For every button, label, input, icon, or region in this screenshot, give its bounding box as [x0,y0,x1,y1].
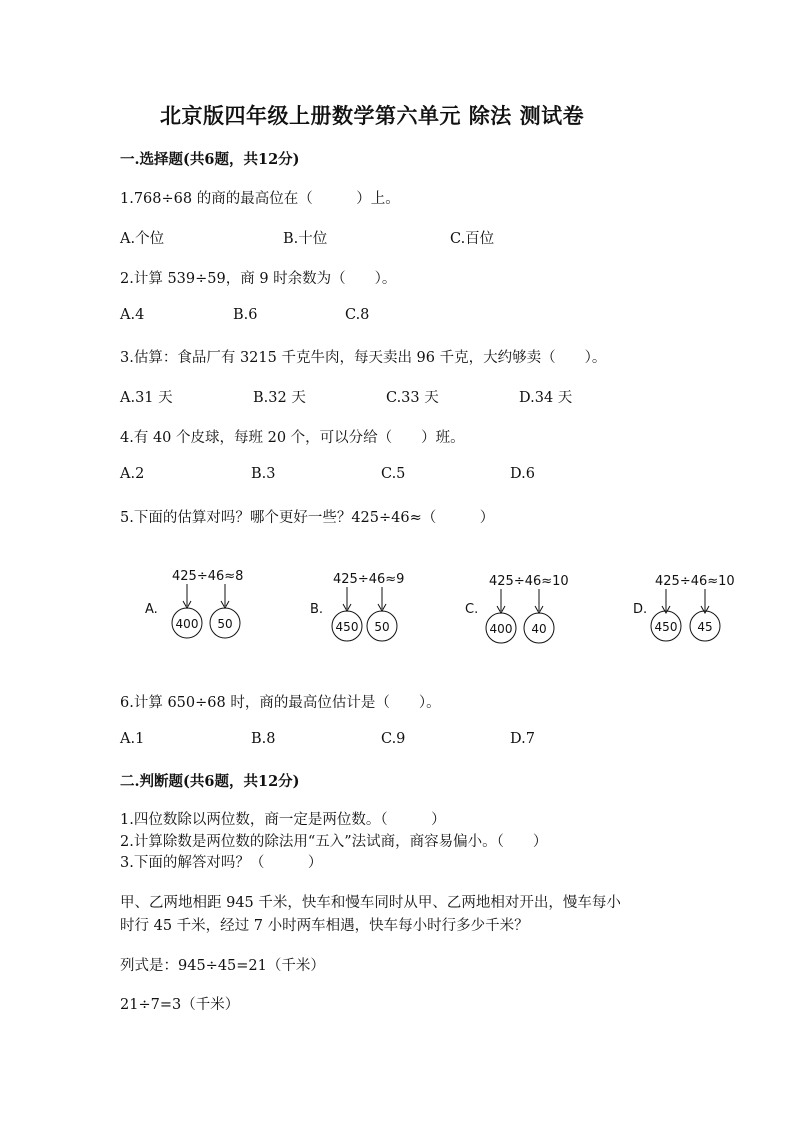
question-4: 4.有 40 个皮球，每班 20 个，可以分给（ ）班。 [120,430,465,446]
q2-option-a: A.4 [120,307,145,323]
solution-line-1: 列式是：945÷45=21（千米） [120,958,325,974]
q1-option-a: A.个位 [120,231,165,247]
word-problem-line-1: 甲、乙两地相距 945 千米，快车和慢车同时从甲、乙两地相对开出，慢车每小 [120,895,621,911]
judgment-item-3: 3.下面的解答对吗？（ ） [120,855,323,871]
rounded-divisor: 50 [217,617,233,631]
judgment-item-1: 1.四位数除以两位数，商一定是两位数。（ ） [120,812,446,828]
question-6: 6.计算 650÷68 时，商的最高位估计是（ ）。 [120,695,441,711]
question-1: 1.768÷68 的商的最高位在（ ）上。 [120,191,400,207]
q4-option-c: C.5 [381,466,406,482]
q1-option-b: B.十位 [283,231,328,247]
page-title: 北京版四年级上册数学第六单元 除法 测试卷 [160,103,585,128]
estimate-expression: 425÷46≈10 [655,574,735,589]
q6-option-a: A.1 [120,731,145,747]
figure-option-label: D. [633,602,648,617]
q3-option-d: D.34 天 [519,390,573,406]
judgment-item-2: 2.计算除数是两位数的除法用“五入”法试商，商容易偏小。（ ） [120,834,548,850]
q6-option-b: B.8 [251,731,276,747]
estimate-expression: 425÷46≈9 [333,572,405,587]
estimate-expression: 425÷46≈10 [489,574,569,589]
rounded-dividend: 450 [654,620,678,634]
question-2: 2.计算 539÷59，商 9 时余数为（ ）。 [120,271,397,287]
q6-option-d: D.7 [510,731,535,747]
q3-option-c: C.33 天 [386,390,439,406]
q5-figure-b [310,568,440,648]
q1-option-c: C.百位 [450,231,495,247]
q4-option-d: D.6 [510,466,535,482]
question-5: 5.下面的估算对吗？哪个更好一些？425÷46≈（ ） [120,510,495,526]
rounded-dividend: 400 [175,617,199,631]
q5-figure-d [633,568,773,648]
section-heading-judgment: 二.判断题(共6题，共12分) [120,773,300,790]
q4-option-a: A.2 [120,466,145,482]
rounded-dividend: 400 [489,622,513,636]
section-heading-choice: 一.选择题(共6题，共12分) [120,151,300,168]
q2-option-b: B.6 [233,307,258,323]
q3-option-b: B.32 天 [253,390,306,406]
q4-option-b: B.3 [251,466,276,482]
q6-option-c: C.9 [381,731,406,747]
solution-line-2: 21÷7=3（千米） [120,997,240,1013]
figure-option-label: B. [310,602,324,617]
q5-figure-a [145,568,275,648]
q5-figure-c [465,568,605,648]
rounded-divisor: 50 [374,620,390,634]
rounded-divisor: 40 [531,622,547,636]
rounded-divisor: 45 [697,620,713,634]
q3-option-a: A.31 天 [120,390,173,406]
figure-option-label: C. [465,602,479,617]
rounded-dividend: 450 [335,620,359,634]
q2-option-c: C.8 [345,307,370,323]
estimate-expression: 425÷46≈8 [172,569,244,584]
word-problem-line-2: 时行 45 千米，经过 7 小时两车相遇，快车每小时行多少千米？ [120,918,529,934]
question-3: 3.估算：食品厂有 3215 千克牛肉，每天卖出 96 千克，大约够卖（ ）。 [120,350,607,366]
figure-option-label: A. [145,602,158,617]
